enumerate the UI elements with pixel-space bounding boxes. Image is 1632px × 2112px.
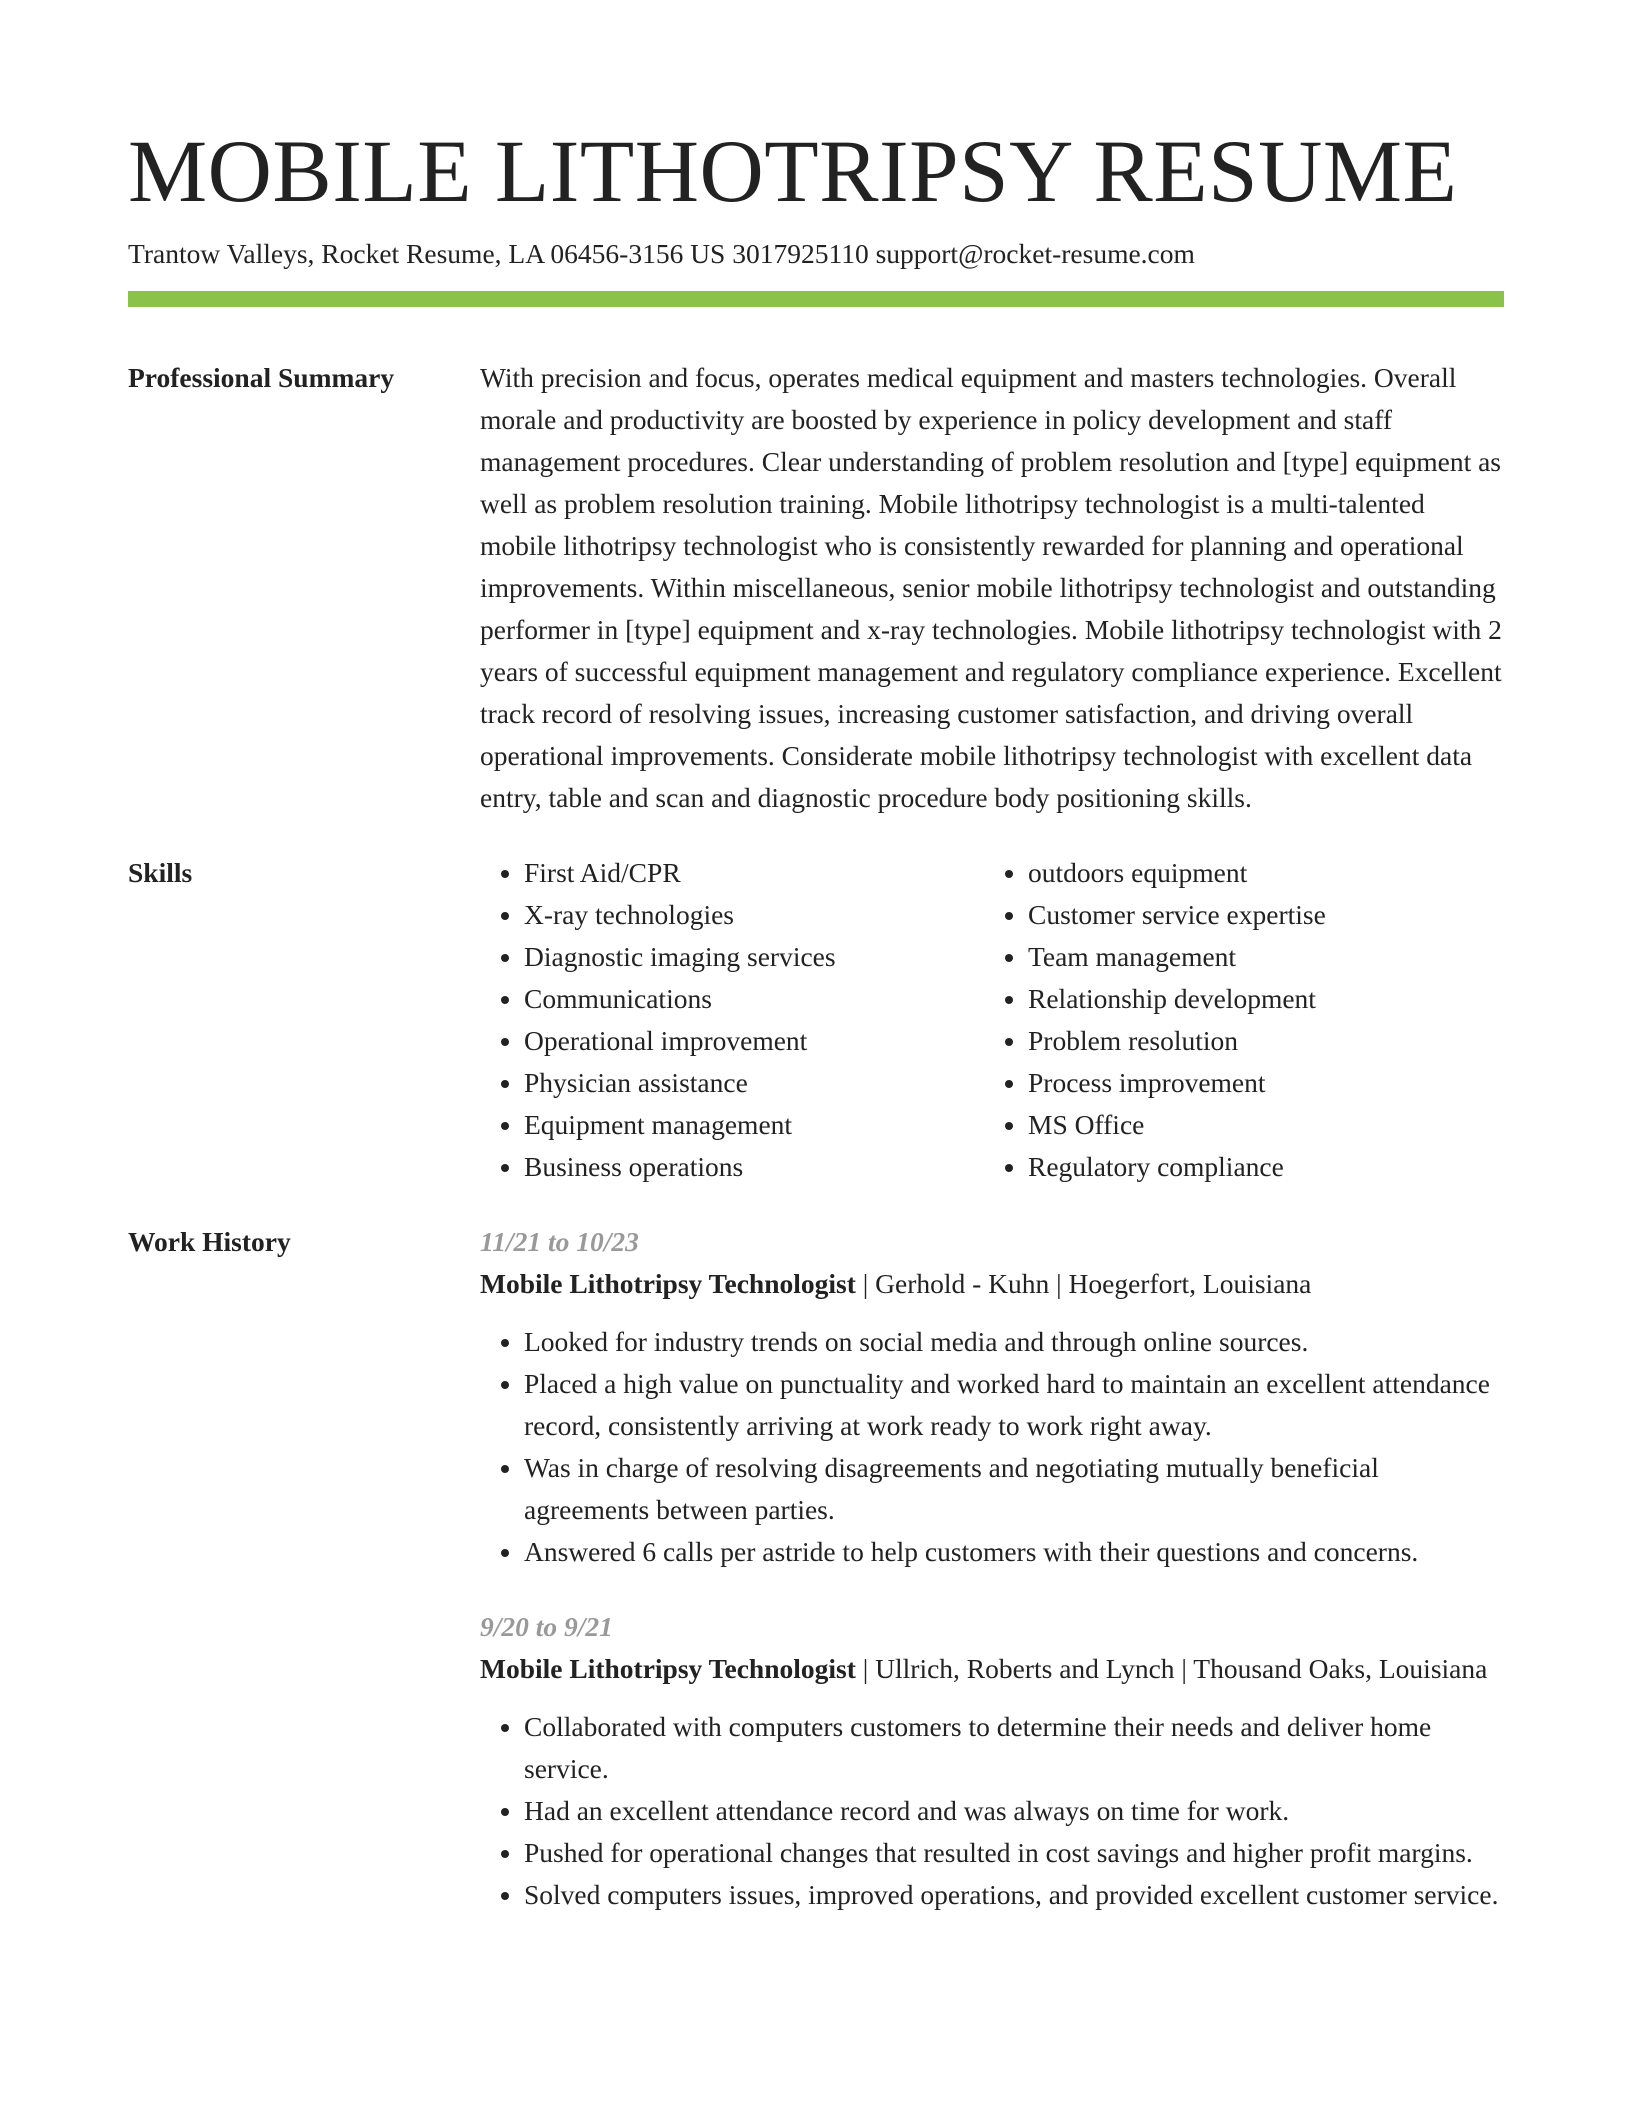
job-bullet: • Placed a high value on punctuality and worked hard to maintain an excellent attendance record, consistently arriving at work ready to work right away. <box>524 1363 1504 1447</box>
resume-page <box>128 0 1504 1916</box>
skill-item: • First Aid/CPR <box>524 852 984 894</box>
skill-item: • Physician assistance <box>524 1062 984 1104</box>
job-heading <box>480 1648 1504 1690</box>
job-employer-location: | Gerhold - Kuhn | Hoegerfort, Louisiana <box>855 1268 1312 1299</box>
job-bullet: • Pushed for operational changes that resulted in cost savings and higher profit margins. <box>524 1832 1504 1874</box>
skill-item: • Regulatory compliance <box>1028 1146 1488 1188</box>
work-history-section <box>128 1221 1504 1916</box>
job-dates: 9/20 to 9/21 <box>480 1611 613 1642</box>
skill-item: • Relationship development <box>1028 978 1488 1020</box>
job-bullets <box>480 1706 1504 1916</box>
skills-column-right <box>984 852 1488 1188</box>
skills-list-left <box>480 852 984 1188</box>
job-bullet: • Looked for industry trends on social media and through online sources. <box>524 1321 1504 1363</box>
job-employer-location: | Ullrich, Roberts and Lynch | Thousand Oaks, Louisiana <box>855 1653 1488 1684</box>
summary-section <box>128 357 1504 819</box>
job-bullets <box>480 1321 1504 1573</box>
job-bullet: • Had an excellent attendance record and was always on time for work. <box>524 1790 1504 1832</box>
work-history-body <box>480 1221 1504 1916</box>
job-bullet: • Collaborated with computers customers to determine their needs and deliver home service. <box>524 1706 1504 1790</box>
job-entry <box>480 1606 1504 1916</box>
job-bullet: • Solved computers issues, improved operations, and provided excellent customer service. <box>524 1874 1504 1916</box>
skill-item: • Business operations <box>524 1146 984 1188</box>
job-bullet: • Was in charge of resolving disagreements and negotiating mutually beneficial agreements between parties. <box>524 1447 1504 1531</box>
job-bullet: • Answered 6 calls per astride to help customers with their questions and concerns. <box>524 1531 1504 1573</box>
skill-item: • Customer service expertise <box>1028 894 1488 936</box>
skill-item: • Operational improvement <box>524 1020 984 1062</box>
skill-item: • Process improvement <box>1028 1062 1488 1104</box>
skill-item: • X-ray technologies <box>524 894 984 936</box>
skill-item: • Diagnostic imaging services <box>524 936 984 978</box>
summary-body <box>480 357 1504 819</box>
job-title: Mobile Lithotripsy Technologist <box>480 1653 856 1684</box>
skills-section <box>128 852 1504 1188</box>
skills-list-right <box>984 852 1488 1188</box>
skill-item: • outdoors equipment <box>1028 852 1488 894</box>
resume-title: MOBILE LITHOTRIPSY RESUME <box>128 123 1458 221</box>
work-history-heading: Work History <box>128 1226 291 1257</box>
skills-heading: Skills <box>128 857 193 888</box>
summary-heading: Professional Summary <box>128 362 395 393</box>
job-entry <box>480 1221 1504 1573</box>
skills-column-left <box>480 852 984 1188</box>
skill-item: • Problem resolution <box>1028 1020 1488 1062</box>
skill-item: • Team management <box>1028 936 1488 978</box>
skill-item: • Communications <box>524 978 984 1020</box>
job-title: Mobile Lithotripsy Technologist <box>480 1268 856 1299</box>
job-heading <box>480 1263 1504 1305</box>
skill-item: • Equipment management <box>524 1104 984 1146</box>
job-dates: 11/21 to 10/23 <box>480 1226 639 1257</box>
accent-divider <box>128 291 1504 307</box>
contact-line: Trantow Valleys, Rocket Resume, LA 06456-3156 US 3017925110 support@rocket-resume.com <box>128 238 1195 269</box>
skills-body <box>480 852 1504 1188</box>
skill-item: • MS Office <box>1028 1104 1488 1146</box>
summary-text: With precision and focus, operates medical equipment and masters technologies. Overall morale and productivity are boosted by experience in policy development and staff management procedures. Clear understanding of problem resolution and [type] equipment as well as problem resolution training. Mobile lithotripsy technologist is a multi-talented mobile lithotripsy technologist who is consistently rewarded for planning and operational improvements. Within miscellaneous, senior mobile lithotripsy technologist and outstanding performer in [type] equipment and x-ray technologies. Mobile lithotripsy technologist with 2 years of successful equipment management and regulatory compliance experience. Excellent track record of resolving issues, increasing customer satisfaction, and driving overall operational improvements. Considerate mobile lithotripsy technologist with excellent data entry, table and scan and diagnostic procedure body positioning skills. <box>480 362 1502 813</box>
